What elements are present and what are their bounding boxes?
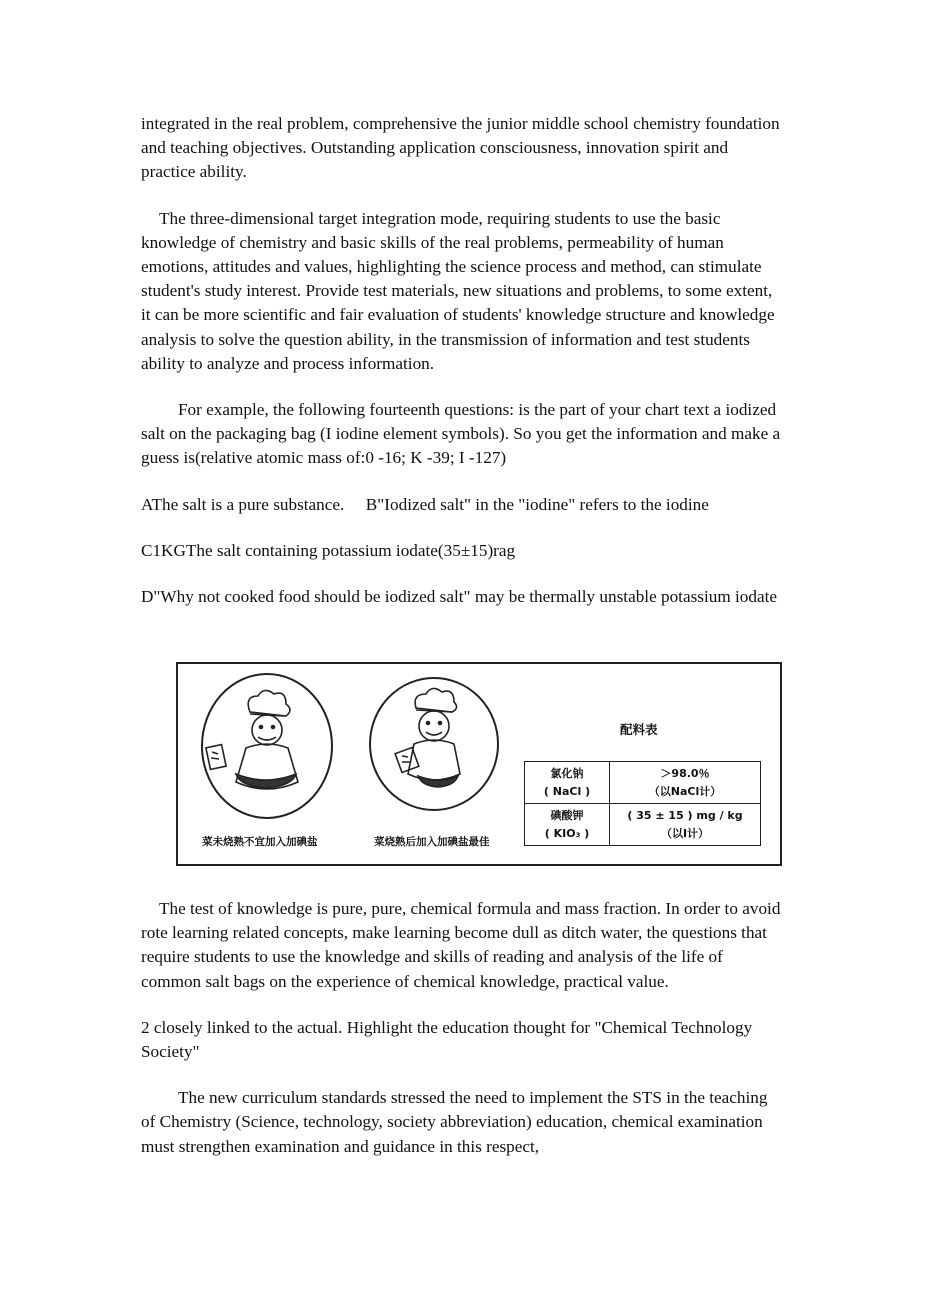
ingredient-formula: ( KIO₃ ) <box>544 826 590 840</box>
body-text-upper <box>141 112 786 609</box>
table-row <box>525 762 761 804</box>
ingredient-value: ＞98.0％ <box>660 766 710 780</box>
caption-right: 菜烧熟后加入加碘盐最佳 <box>374 836 490 848</box>
ingredient-name-cell <box>525 762 610 804</box>
ingredient-value: ( 35 ± 15 ) mg / kg <box>627 808 743 822</box>
ingredient-name: 碘酸钾 <box>550 808 584 822</box>
body-text-lower <box>141 897 786 1159</box>
paragraph-4: The test of knowledge is pure, pure, chemical formula and mass fraction. In order to avoid rote learning related concepts, make learning become dull as ditch water, the questions that require students to use the knowledge and skills of reading and analysis of the life of common salt bags on the experience of chemical knowledge, practical value. <box>141 899 781 991</box>
right-oval <box>370 678 498 810</box>
option-c: C1KGThe salt containing potassium iodate(35±15)rag <box>141 540 516 560</box>
paragraph-5: 2 closely linked to the actual. Highlight the education thought for "Chemical Technology Society" <box>141 1017 753 1062</box>
ingredient-name-cell <box>525 804 610 846</box>
salt-package-figure <box>176 662 782 866</box>
ingredient-table <box>524 761 761 846</box>
ingredient-value-cell <box>610 804 761 846</box>
chef-right-icon <box>395 688 460 787</box>
ingredient-table-title: 配料表 <box>620 722 658 737</box>
caption-left: 菜未烧熟不宜加入加碘盐 <box>202 836 318 848</box>
option-a-b: AThe salt is a pure substance. B"Iodized salt" in the "iodine" refers to the iodine <box>141 494 709 514</box>
ingredient-note: （以I计） <box>660 826 710 840</box>
ingredient-formula: ( NaCl ) <box>543 784 591 798</box>
ingredient-name: 氯化钠 <box>550 766 584 780</box>
chef-left-icon <box>206 690 298 789</box>
paragraph-6: The new curriculum standards stressed the need to implement the STS in the teaching of Chemistry (Science, technology, society abbreviation) education, chemical examination must strengthen examination and guidance in this respect, <box>141 1088 768 1156</box>
ingredient-note: （以NaCl计） <box>648 784 722 798</box>
table-row <box>525 804 761 846</box>
paragraph-2: The three-dimensional target integration mode, requiring students to use the basic knowledge of chemistry and basic skills of the real problems, permeability of human emotions, attitudes and values, highlighting the science process and method, can stimulate student's study interest. Provide test materials, new situations and problems, to some extent, it can be more scientific and fair evaluation of students' knowledge structure and knowledge analysis to solve the question ability, in the transmission of information and test students ability to analyze and process information. <box>141 208 775 373</box>
ingredient-value-cell <box>610 762 761 804</box>
paragraph-1: integrated in the real problem, comprehensive the junior middle school chemistry foundation and teaching objectives. Outstanding application consciousness, innovation spirit and practice ability. <box>141 114 780 182</box>
paragraph-3: For example, the following fourteenth questions: is the part of your chart text a iodized salt on the packaging bag (I iodine element symbols). So you get the information and make a guess is(relative atomic mass of:0 -16; K -39; I -127) <box>141 400 781 468</box>
option-d: D"Why not cooked food should be iodized salt" may be thermally unstable potassium iodate <box>141 587 777 607</box>
